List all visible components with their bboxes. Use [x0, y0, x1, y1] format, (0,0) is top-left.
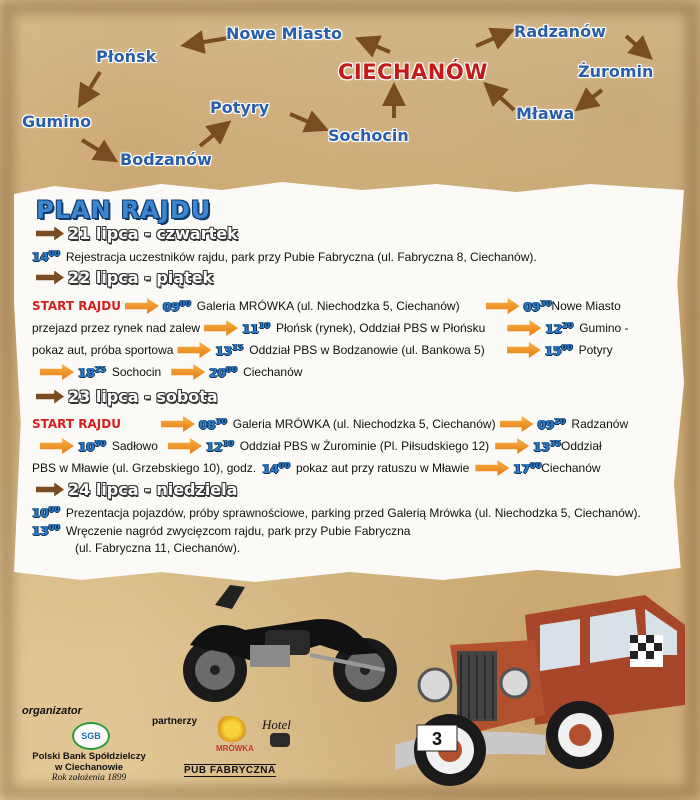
city-plonsk: Płońsk	[96, 47, 157, 66]
arrow-icon	[507, 342, 541, 358]
time: $17^{00}$	[513, 460, 542, 476]
city-ciechanow: CIECHANÓW	[338, 60, 488, 84]
vintage-car-image	[395, 585, 695, 795]
bank-founded: Rok założenia 1899	[51, 773, 127, 783]
arrow-icon	[40, 438, 74, 454]
city-potyry: Potyry	[210, 98, 270, 117]
event-text: Radzanów	[571, 417, 629, 431]
schedule-line	[32, 438, 602, 454]
arrow-icon	[36, 227, 64, 241]
city-sochocin: Sochocin	[328, 126, 409, 145]
time: $09^{30}$	[523, 298, 552, 314]
arrow-icon	[204, 320, 238, 336]
time: $11^{10}$	[242, 320, 270, 336]
car-number: 3	[431, 729, 443, 749]
event-text: Sadłowo	[111, 439, 158, 453]
time: $15^{00}$	[544, 342, 573, 358]
event-text: PBS w Mławie (ul. Grzebskiego 10), godz.	[32, 461, 257, 475]
event-text: Wręczenie nagród zwycięzcom rajdu, park przy Pubie Fabryczna	[65, 523, 411, 538]
arrow-icon	[507, 320, 541, 336]
event-text: Prezentacja pojazdów, próby sprawnościowe, parking przed Galerią Mrówka (ul. Niechodzka 5, Ciechanów).	[65, 505, 641, 520]
day-heading-2	[36, 268, 213, 287]
route-arrow	[626, 36, 644, 52]
event-text: Płońsk (rynek), Oddział PBS w Płońsku	[275, 321, 486, 335]
schedule-line	[32, 460, 601, 476]
bank-name	[24, 751, 154, 784]
arrow-icon	[495, 438, 529, 454]
sgb-logo: SGB	[72, 722, 110, 750]
day-heading-3	[36, 387, 218, 406]
route-arrow	[192, 38, 228, 44]
schedule-line	[32, 342, 613, 358]
arrow-icon	[125, 298, 159, 314]
hotel-logo: Hotel	[262, 717, 291, 732]
hotel-hat-icon	[270, 733, 290, 747]
schedule-line	[32, 249, 537, 264]
day-heading-1	[36, 224, 238, 243]
event-text: Nowe Miasto	[551, 299, 621, 313]
time: $13^{35}$	[533, 438, 561, 454]
time: $10^{00}$	[32, 505, 60, 520]
schedule-line	[32, 523, 410, 538]
time: $18^{25}$	[78, 364, 106, 380]
event-text: Oddział	[561, 439, 602, 453]
route-arrow	[200, 128, 222, 146]
city-gumino: Gumino	[22, 112, 92, 131]
time: $12^{10}$	[205, 438, 234, 454]
schedule-line	[32, 364, 302, 380]
partners-label: partnerzy	[152, 716, 198, 727]
day-label: 22 lipca - piątek	[68, 268, 214, 287]
motorcycle-sidecar-image	[170, 575, 410, 715]
event-text: Rejestracja uczestników rajdu, park przy Pubie Fabryczna (ul. Fabryczna 8, Ciechanów).	[65, 249, 537, 264]
arrow-icon	[475, 460, 509, 476]
time: $09^{20}$	[537, 416, 566, 432]
day-label: 24 lipca - niedziela	[68, 480, 238, 499]
arrow-icon	[500, 416, 534, 432]
event-text: Oddział PBS w Bodzanowie (ul. Bankowa 5)	[249, 343, 485, 357]
time: $09^{00}$	[162, 298, 191, 314]
schedule-line	[32, 298, 621, 314]
start-label: START RAJDU	[32, 299, 121, 313]
arrow-icon	[177, 342, 211, 358]
time: $14^{00}$	[32, 249, 60, 264]
time: $13^{15}$	[215, 342, 244, 358]
event-text: Ciechanów	[243, 365, 303, 379]
arrow-icon	[161, 416, 195, 432]
time: $14^{00}$	[262, 460, 290, 476]
event-text: Oddział PBS w Żurominie (Pl. Piłsudskiego 12)	[239, 439, 490, 453]
day-label: 21 lipca - czwartek	[68, 224, 238, 243]
arrow-icon	[36, 390, 64, 404]
bank-line: Polski Bank Spółdzielczy	[32, 751, 146, 762]
event-text: Potyry	[578, 343, 613, 357]
bank-line: w Ciechanowie	[54, 762, 124, 773]
route-arrow	[366, 42, 390, 52]
plan-title: PLAN RAJDU	[36, 196, 212, 224]
city-mlawa: Mława	[516, 104, 575, 123]
start-label: START RAJDU	[32, 417, 121, 431]
event-text: przejazd przez rynek nad zalew	[32, 321, 201, 335]
mrowka-logo-icon	[218, 716, 246, 742]
event-text: Galeria MRÓWKA (ul. Niechodzka 5, Ciechanów)	[196, 299, 460, 313]
time: $20^{00}$	[209, 364, 238, 380]
event-text: pokaz aut przy ratuszu w Mławie	[295, 461, 470, 475]
arrow-icon	[168, 438, 202, 454]
route-arrow	[290, 114, 318, 126]
time: $08^{30}$	[198, 416, 227, 432]
organizer-label: organizator	[22, 705, 82, 717]
event-text: Galeria MRÓWKA (ul. Niechodzka 5, Ciechanów)	[232, 417, 496, 431]
route-arrow	[84, 72, 100, 98]
schedule-line	[32, 416, 628, 432]
arrow-icon	[36, 483, 64, 497]
city-nowe-miasto: Nowe Miasto	[226, 24, 342, 43]
event-text: Ciechanów	[541, 461, 601, 475]
city-radzanow: Radzanów	[514, 22, 606, 41]
time: $13^{00}$	[32, 523, 60, 538]
route-arrow	[584, 90, 602, 104]
day-heading-4	[36, 480, 237, 499]
pub-fabryczna-logo: PUB FABRYCZNA	[184, 765, 276, 776]
route-arrow	[492, 90, 514, 110]
arrow-icon	[36, 271, 64, 285]
city-zuromin: Żuromin	[578, 62, 654, 81]
event-text: Sochocin	[111, 365, 162, 379]
event-text: pokaz aut, próba sportowa	[32, 343, 174, 357]
route-arrow	[476, 34, 504, 46]
event-text: (ul. Fabryczna 11, Ciechanów).	[75, 541, 241, 555]
arrow-icon	[171, 364, 205, 380]
schedule-line	[32, 505, 641, 520]
arrow-icon	[40, 364, 74, 380]
time: $12^{20}$	[545, 320, 574, 336]
event-text: Gumino -	[579, 321, 629, 335]
route-arrow	[82, 140, 108, 156]
arrow-icon	[486, 298, 520, 314]
schedule-line	[32, 320, 629, 336]
mrowka-label: MRÓWKA	[216, 744, 254, 753]
time: $10^{50}$	[78, 438, 106, 454]
day-label: 23 lipca - sobota	[68, 387, 218, 406]
schedule-line	[75, 541, 240, 555]
city-bodzanow: Bodzanów	[120, 150, 212, 169]
